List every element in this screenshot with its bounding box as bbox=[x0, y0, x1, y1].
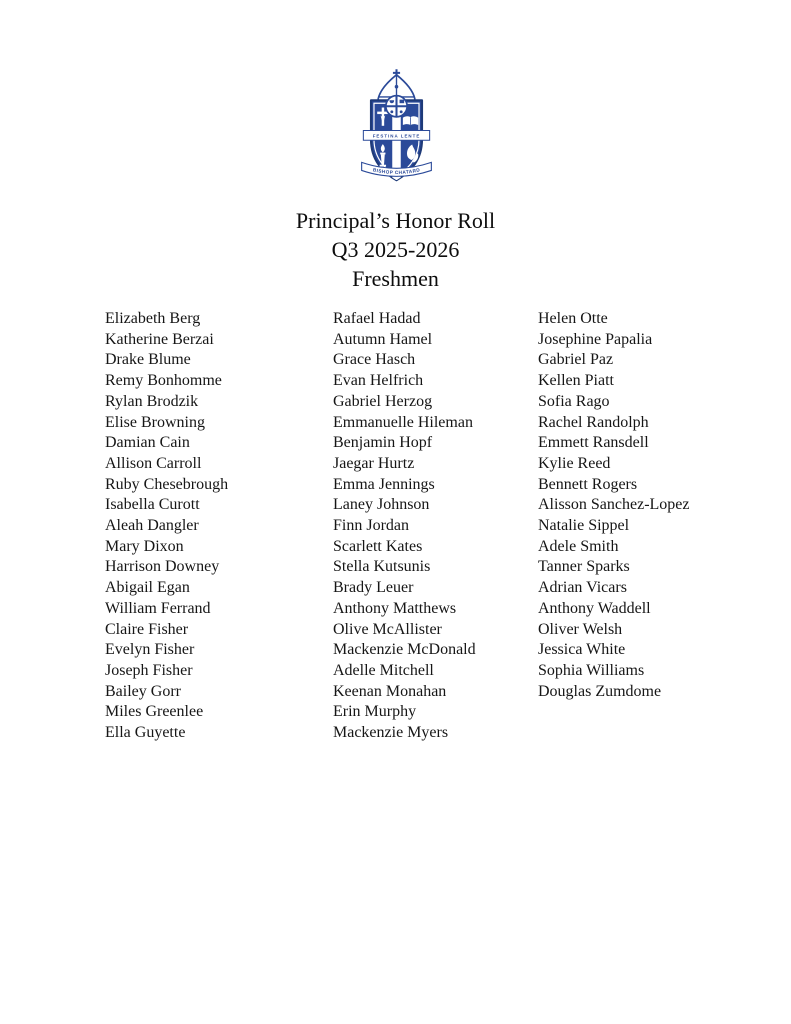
student-name: Mackenzie Myers bbox=[333, 724, 449, 742]
student-name: Ruby Chesebrough bbox=[105, 475, 229, 493]
student-name: Emma Jennings bbox=[333, 475, 435, 493]
student-name: Jessica White bbox=[538, 641, 626, 659]
student-name: Rachel Randolph bbox=[538, 413, 649, 431]
student-name: Kylie Reed bbox=[538, 454, 611, 472]
student-name: Adele Smith bbox=[538, 537, 619, 555]
student-name: Grace Hasch bbox=[333, 351, 416, 369]
honor-roll-column-1 bbox=[105, 309, 228, 744]
student-name: William Ferrand bbox=[105, 599, 211, 617]
student-name: Finn Jordan bbox=[333, 517, 409, 535]
student-name: Miles Greenlee bbox=[105, 703, 204, 721]
student-name: Scarlett Kates bbox=[333, 537, 423, 555]
student-name: Katherine Berzai bbox=[105, 330, 214, 348]
open-book-icon bbox=[403, 116, 418, 125]
student-name: Oliver Welsh bbox=[538, 620, 623, 638]
student-name: Abigail Egan bbox=[105, 579, 190, 597]
student-name: Elizabeth Berg bbox=[105, 310, 201, 327]
title-line-quarter: Q3 2025-2026 bbox=[331, 237, 460, 262]
student-name: Rafael Hadad bbox=[333, 310, 421, 327]
student-name: Erin Murphy bbox=[333, 703, 417, 721]
student-name: Douglas Zumdome bbox=[538, 682, 662, 700]
student-name: Emmett Ransdell bbox=[538, 434, 649, 452]
title-line-class: Freshmen bbox=[352, 266, 439, 291]
student-name: Jaegar Hurtz bbox=[333, 454, 415, 472]
student-name: Allison Carroll bbox=[105, 454, 202, 472]
student-name: Harrison Downey bbox=[105, 558, 220, 576]
student-name: Anthony Matthews bbox=[333, 599, 457, 617]
school-crest-logo bbox=[354, 68, 439, 187]
student-name: Emmanuelle Hileman bbox=[333, 413, 473, 431]
student-name: Ella Guyette bbox=[105, 724, 186, 742]
student-name: Brady Leuer bbox=[333, 579, 414, 597]
student-name: Sofia Rago bbox=[538, 392, 610, 410]
honor-roll-column-3 bbox=[538, 309, 690, 702]
student-name: Laney Johnson bbox=[333, 496, 430, 514]
student-name: Bennett Rogers bbox=[538, 475, 638, 493]
student-name: Drake Blume bbox=[105, 351, 191, 369]
student-name: Sophia Williams bbox=[538, 661, 645, 679]
student-name: Autumn Hamel bbox=[333, 330, 433, 348]
student-name: Damian Cain bbox=[105, 434, 190, 452]
student-name: Rylan Brodzik bbox=[105, 392, 199, 410]
student-name: Helen Otte bbox=[538, 310, 608, 327]
student-name: Mary Dixon bbox=[105, 537, 184, 555]
student-name: Remy Bonhomme bbox=[105, 372, 222, 390]
host-circle-icon bbox=[386, 96, 407, 117]
student-name: Mackenzie McDonald bbox=[333, 641, 476, 659]
student-name: Adelle Mitchell bbox=[333, 661, 434, 679]
student-name: Kellen Piatt bbox=[538, 372, 614, 390]
student-name: Tanner Sparks bbox=[538, 558, 630, 576]
student-name: Elise Browning bbox=[105, 413, 205, 431]
student-name: Evelyn Fisher bbox=[105, 641, 195, 659]
motto-banner bbox=[363, 130, 429, 140]
student-name: Anthony Waddell bbox=[538, 599, 651, 617]
document-title bbox=[0, 206, 791, 293]
student-name: Benjamin Hopf bbox=[333, 434, 433, 452]
student-name: Gabriel Herzog bbox=[333, 392, 433, 410]
student-name: Keenan Monahan bbox=[333, 682, 447, 700]
student-name: Evan Helfrich bbox=[333, 372, 424, 390]
student-name: Josephine Papalia bbox=[538, 330, 653, 348]
student-name: Gabriel Paz bbox=[538, 351, 614, 369]
student-name: Adrian Vicars bbox=[538, 579, 627, 597]
honor-roll-column-2 bbox=[333, 309, 476, 744]
student-name: Stella Kutsunis bbox=[333, 558, 431, 576]
motto-text: FESTINA LENTE bbox=[372, 133, 421, 139]
student-name: Natalie Sippel bbox=[538, 517, 630, 535]
student-name: Joseph Fisher bbox=[105, 661, 193, 679]
student-name: Claire Fisher bbox=[105, 620, 189, 638]
student-name: Isabella Curott bbox=[105, 496, 200, 514]
title-line-honor-roll: Principal’s Honor Roll bbox=[295, 208, 496, 233]
student-name: Bailey Gorr bbox=[105, 682, 181, 700]
school-name-text: BISHOP CHATARD bbox=[372, 168, 421, 177]
student-name: Olive McAllister bbox=[333, 620, 442, 638]
student-name: Alisson Sanchez-Lopez bbox=[538, 496, 690, 514]
student-name: Aleah Dangler bbox=[105, 517, 199, 535]
